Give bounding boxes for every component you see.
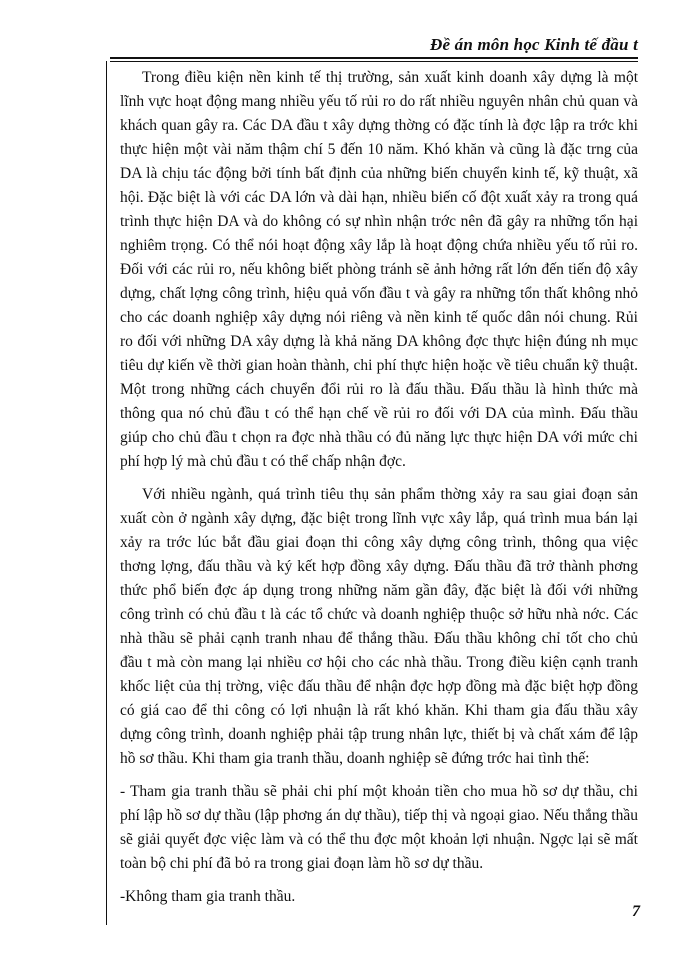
left-margin-rule xyxy=(106,61,107,925)
bullet-not-participate: -Không tham gia tranh thầu. xyxy=(120,888,296,905)
bullet-participate: - Tham gia tranh thầu sẽ phải chi phí một khoản tiền cho mua hồ sơ dự thầu, chi phí lập hồ sơ dự thầu (lập phơng án dự thầu), tiếp thị và ngoại giao. Nếu thắng thầu sẽ giải quyết đợc việc làm và có thể thu đợc một khoản lợi nhuận. Ngợc lại sẽ mất toàn bộ chi phí đã bỏ ra trong giai đoạn làm hồ sơ dự thầu. xyxy=(120,783,638,872)
paragraph-2: Với nhiều ngành, quá trình tiêu thụ sản phẩm thờng xảy ra sau giai đoạn sản xuất còn ở ngành xây dựng, đặc biệt trong lĩnh vực xây lắp, quá trình mua bán lại xảy ra trớc lúc bắt đầu giai đoạn thi công xây dựng công trình, thông qua việc thơng lợng, đấu thầu và ký kết hợp đồng xây dựng. Đấu thầu đã trở thành phơng thức phổ biến đợc áp dụng trong những năm gần đây, đặc biệt là đối với những công trình có chủ đầu t là các tổ chức và doanh nghiệp thuộc sở hữu nhà nớc. Các nhà thầu sẽ phải cạnh tranh nhau để thắng thầu. Đấu thầu không chỉ tốt cho chủ đầu t mà còn mang lại nhiều cơ hội cho các nhà thầu. Trong điều kiện cạnh tranh khốc liệt của thị trờng, việc đấu thầu để nhận đợc hợp đồng mà đặc biệt hợp đồng có giá cao để thi công có lợi nhuận là rất khó khăn. Khi tham gia đấu thầu xây dựng công trình, doanh nghiệp phải tập trung nhân lực, thiết bị và chất xám để lập hồ sơ thầu. Khi tham gia tranh thầu, doanh nghiệp sẽ đứng trớc hai tình thế: xyxy=(120,486,638,767)
paragraph-1: Trong điều kiện nền kinh tế thị trường, sản xuất kinh doanh xây dựng là một lĩnh vực hoạt động mang nhiều yếu tố rủi ro do rất nhiều nguyên nhân chủ quan và khách quan gây ra. Các DA đầu t xây dựng thờng có đặc tính là đợc lập ra trớc khi thực hiện một vài năm thậm chí 5 đến 10 năm. Khó khăn và cũng là đặc trng của DA là chịu tác động bởi tính bất định của những biến chuyển kinh tế, kỹ thuật, xã hội. Đặc biệt là với các DA lớn và dài hạn, nhiều biến cố đột xuất xảy ra trong quá trình thực hiện DA và do không có sự nhìn nhận trớc nên đã gây ra những tổn hại nghiêm trọng. Có thể nói hoạt động xây lắp là hoạt động chứa nhiều yếu tố rủi ro. Đối với các rủi ro, nếu không biết phòng tránh sẽ ảnh hởng rất lớn đến tiến độ xây dựng, chất lợng công trình, hiệu quả vốn đầu t và gây ra những tổn thất không nhỏ cho các doanh nghiệp xây dựng nói riêng và nền kinh tế quốc dân nói chung. Rủi ro đối với những DA xây dựng là khả năng DA không đợc thực hiện đúng nh mục tiêu dự kiến về thời gian hoàn thành, chi phí thực hiện hoặc về tiêu chuẩn kỹ thuật. Một trong những cách chuyển đổi rủi ro là đấu thầu. Đấu thầu là hình thức mà thông qua nó chủ đầu t có thể hạn chế về rủi ro đối với DA của mình. Đấu thầu giúp cho chủ đầu t chọn ra đợc nhà thầu có đủ năng lực thực hiện DA với mức chi phí hợp lý mà chủ đầu t có thể chấp nhận đợc. xyxy=(120,69,638,470)
page-body xyxy=(120,66,638,909)
page-number: 7 xyxy=(632,903,640,920)
header-title: Đề án môn học Kinh tế đầu t xyxy=(429,35,638,54)
running-header xyxy=(110,36,638,54)
header-rule xyxy=(110,57,638,62)
